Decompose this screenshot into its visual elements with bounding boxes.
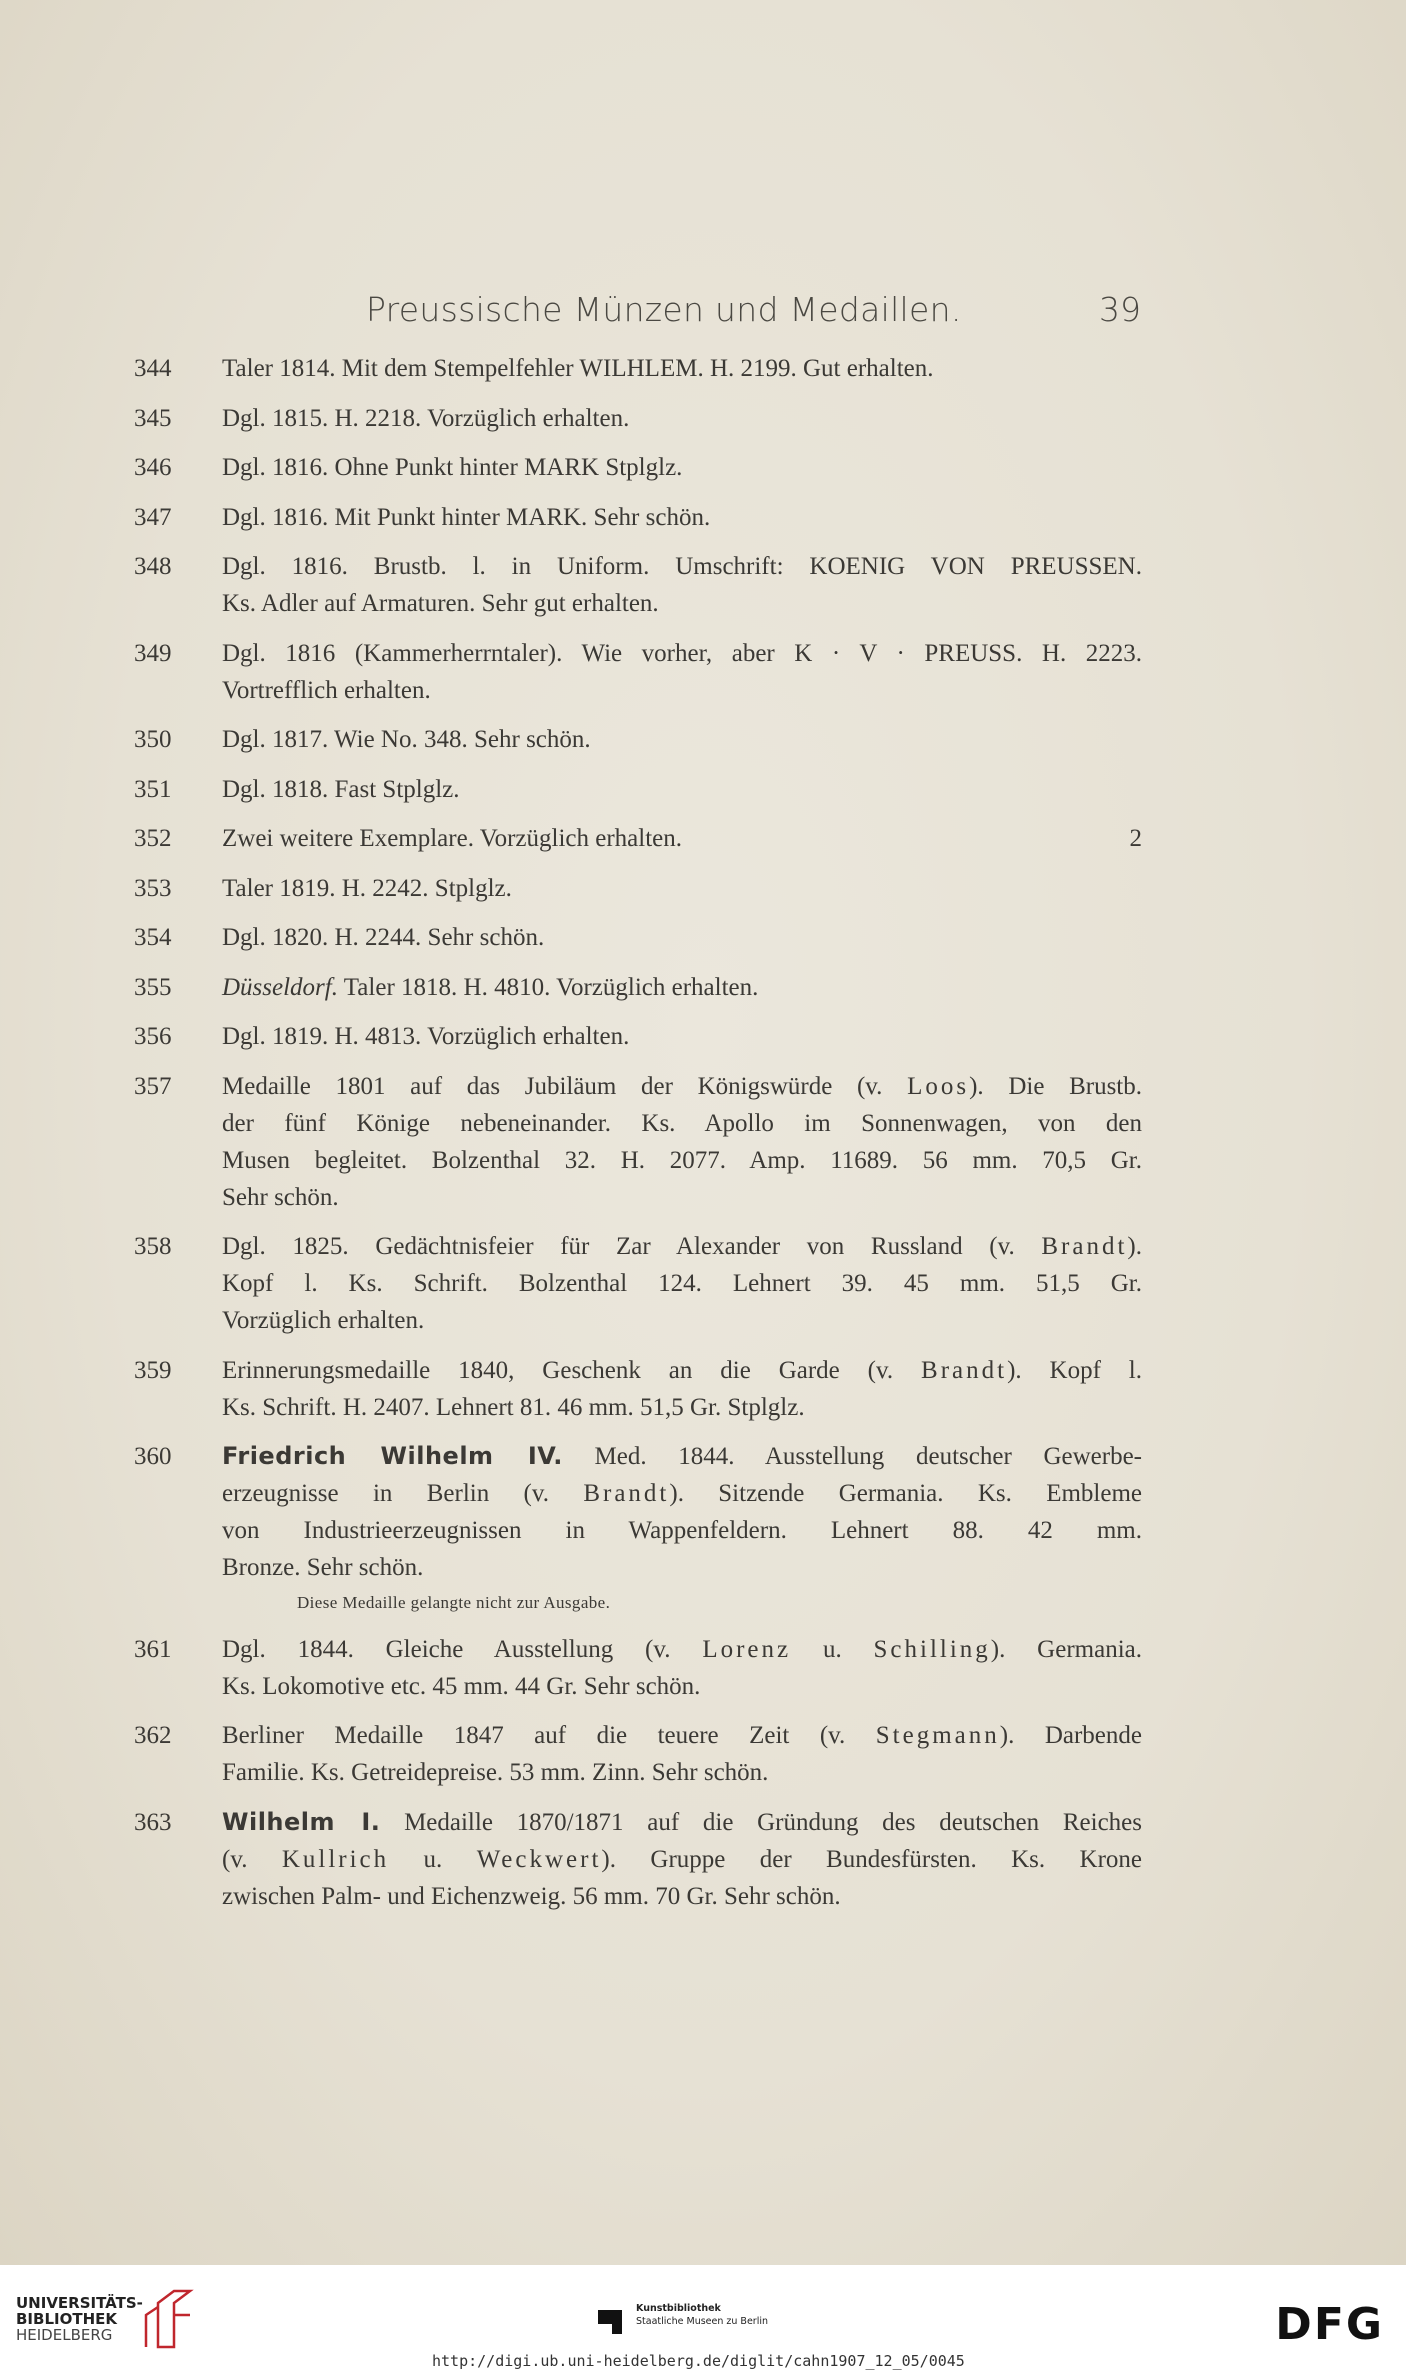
dfg-logo[interactable]: DFG [1275,2299,1384,2350]
text-part: ). Darbende [999,1722,1142,1749]
catalog-entry [134,400,1142,437]
entry-text: von Industrieerzeugnissen in Wappenfeldern. Lehnert 88. 42 mm. [222,1517,1142,1544]
catalog-entry [134,1352,1142,1426]
entry-number: 349 [134,639,172,667]
running-header [366,290,1141,330]
catalog-entry [134,1018,1142,1055]
text-part: ). Gruppe der Bundesfürsten. Ks. Krone [601,1845,1143,1873]
entry-text: der fünf Könige nebeneinander. Ks. Apollo im Sonnenwagen, von den [222,1109,1142,1137]
entry-text: Taler 1814. Mit dem Stempelfehler WILHLEM. H. 2199. Gut erhalten. [222,355,934,382]
entry-text: Dgl. 1816. Mit Punkt hinter MARK. Sehr schön. [222,503,711,531]
source-url-link[interactable]: http://digi.ub.uni-heidelberg.de/diglit/cahn1907_12_05/0045 [432,2352,965,2370]
artist-name: Loos [907,1072,970,1100]
entry-text: Vortrefflich erhalten. [222,676,431,704]
page-number: 39 [1099,290,1141,329]
entry-text [222,1717,1142,1754]
artist-name: Brandt [583,1480,670,1507]
catalog-entry [134,449,1142,486]
entry-text: Musen begleitet. Bolzenthal 32. H. 2077. Amp. 11689. 56 mm. 70,5 Gr. [222,1146,1142,1174]
entry-number: 348 [134,553,172,580]
entry-number: 346 [134,454,172,481]
kb-line-1: Kunstbibliothek [636,2303,721,2314]
kunstbibliothek-wordmark [636,2302,768,2328]
catalog-entry [134,1717,1142,1791]
text-part: erzeugnisse in Berlin (v. [222,1480,584,1507]
entry-text [222,1438,1142,1475]
entry-text: Bronze. Sehr schön. [222,1554,424,1581]
catalog-entry [134,969,1142,1006]
text-part: u. [791,1635,874,1663]
entry-number: 345 [134,404,172,432]
entry-text [222,1804,1142,1841]
entry-text-main: Zwei weitere Exemplare. Vorzüglich erhalten. [222,825,682,852]
entry-number: 357 [134,1072,172,1100]
entry-text [222,969,1142,1006]
text-part: Dgl. 1844. Gleiche Ausstellung (v. [222,1635,703,1663]
entry-text: Dgl. 1816 (Kammerherrntaler). Wie vorher, aber K · V · PREUSS. H. 2223. [222,639,1142,667]
entry-text: Taler 1819. H. 2242. Stplglz. [222,874,512,902]
entry-number: 360 [134,1443,172,1470]
place-name: Düsseldorf. [222,973,338,1001]
entry-text: Ks. Lokomotive etc. 45 mm. 44 Gr. Sehr schön. [222,1672,701,1700]
catalog-entries [134,350,1142,1927]
ub-logo-icon[interactable] [138,2285,198,2351]
catalog-entry [134,771,1142,808]
catalog-entry [134,1438,1142,1618]
entry-number: 355 [134,973,172,1001]
text-part: u. [389,1845,477,1873]
entry-number: 358 [134,1233,172,1260]
text-part: ). [1127,1233,1142,1260]
entry-number: 363 [134,1808,172,1836]
entry-number: 347 [134,503,172,531]
catalog-entry [134,635,1142,709]
entry-text: Sehr schön. [222,1183,339,1211]
ub-line-1: UNIVERSITÄTS- [16,2294,143,2312]
catalog-entry [134,820,1142,857]
entry-number: 350 [134,726,172,753]
artist-name: Kullrich [281,1845,390,1873]
text-part: Dgl. 1825. Gedächtnisfeier für Zar Alexander von Russland (v. [222,1233,1042,1260]
catalog-entry [134,499,1142,536]
text-part: Erinnerungsmedaille 1840, Geschenk an die Garde (v. [222,1356,922,1384]
artist-name: Brandt [921,1356,1008,1384]
entry-text: Familie. Ks. Getreidepreise. 53 mm. Zinn. Sehr schön. [222,1759,769,1786]
catalog-entry [134,870,1142,907]
entry-number: 359 [134,1356,172,1384]
entry-text: Dgl. 1815. H. 2218. Vorzüglich erhalten. [222,404,630,432]
entry-text: Dgl. 1817. Wie No. 348. Sehr schön. [222,726,591,753]
text-part: Med. 1844. Ausstellung deutscher Gewerbe- [562,1443,1142,1470]
entry-text: Dgl. 1820. H. 2244. Sehr schön. [222,924,545,951]
catalog-entry [134,350,1142,387]
page-title: Preussische Münzen und Medaillen. [366,290,962,329]
text-part: ). Sitzende Germania. Ks. Embleme [669,1480,1142,1507]
entry-text [222,1228,1142,1265]
entry-text [222,1068,1142,1105]
catalog-entry [134,1068,1142,1216]
text-part: Berliner Medaille 1847 auf die teuere Zeit (v. [222,1722,876,1749]
ruler-name: Wilhelm I. [222,1807,381,1836]
text-part: (v. [222,1845,282,1873]
catalog-entry [134,1631,1142,1705]
ub-line-3: HEIDELBERG [16,2326,113,2344]
text-part: Medaille 1870/1871 auf die Gründung des deutschen Reiches [380,1808,1142,1836]
entry-text: Dgl. 1816. Brustb. l. in Uniform. Umschrift: KOENIG VON PREUSSEN. [222,553,1142,580]
entry-number: 361 [134,1635,172,1663]
entry-text [222,1352,1142,1389]
artist-name: Stegmann [875,1722,1000,1749]
text-part: ). Kopf l. [1007,1356,1143,1384]
entry-number: 356 [134,1023,172,1050]
entry-text: Vorzüglich erhalten. [222,1307,425,1334]
entry-number: 351 [134,775,172,803]
entry-number: 352 [134,825,172,852]
artist-name: Brandt [1041,1233,1128,1260]
entry-text: Ks. Schrift. H. 2407. Lehnert 81. 46 mm. 51,5 Gr. Stplglz. [222,1393,805,1421]
text-part: Medaille 1801 auf das Jubiläum der Königswürde (v. [222,1072,908,1100]
entry-text-rest: Taler 1818. H. 4810. Vorzüglich erhalten. [337,973,759,1001]
catalog-entry [134,1228,1142,1339]
catalog-entry [134,919,1142,956]
entry-text [222,1631,1142,1668]
artist-name: Schilling [873,1635,991,1663]
entry-text: Ks. Adler auf Armaturen. Sehr gut erhalten. [222,590,659,617]
entry-number: 354 [134,924,172,951]
entry-text: Dgl. 1818. Fast Stplglz. [222,775,460,803]
entry-text: Dgl. 1816. Ohne Punkt hinter MARK Stplglz. [222,454,683,481]
entry-count: 2 [1129,825,1142,852]
entry-text: Kopf l. Ks. Schrift. Bolzenthal 124. Lehnert 39. 45 mm. 51,5 Gr. [222,1270,1142,1297]
entry-text: Dgl. 1819. H. 4813. Vorzüglich erhalten. [222,1023,630,1050]
ruler-name: Friedrich Wilhelm IV. [222,1442,563,1470]
entry-number: 353 [134,874,172,902]
digitization-footer [0,2265,1406,2371]
entry-text [222,820,1142,857]
kunstbibliothek-logo-icon [598,2302,630,2334]
entry-text [222,1841,1142,1878]
catalog-entry [134,548,1142,622]
catalog-entry [134,1804,1142,1915]
artist-name: Lorenz [702,1635,792,1663]
ub-heidelberg-wordmark[interactable] [16,2295,143,2343]
entry-text: zwischen Palm- und Eichenzweig. 56 mm. 70 Gr. Sehr schön. [222,1882,841,1910]
text-part: ). Germania. [990,1635,1142,1663]
text-part: ). Die Brustb. [969,1072,1142,1100]
entry-footnote: Diese Medaille gelangte nicht zur Ausgabe. [297,1593,611,1612]
entry-number: 344 [134,355,172,382]
entry-number: 362 [134,1722,172,1749]
artist-name: Weckwert [476,1845,602,1873]
entry-text [222,1475,1142,1512]
kb-line-2: Staatliche Museen zu Berlin [636,2316,769,2327]
catalog-entry [134,721,1142,758]
ub-line-2: BIBLIOTHEK [16,2310,117,2328]
